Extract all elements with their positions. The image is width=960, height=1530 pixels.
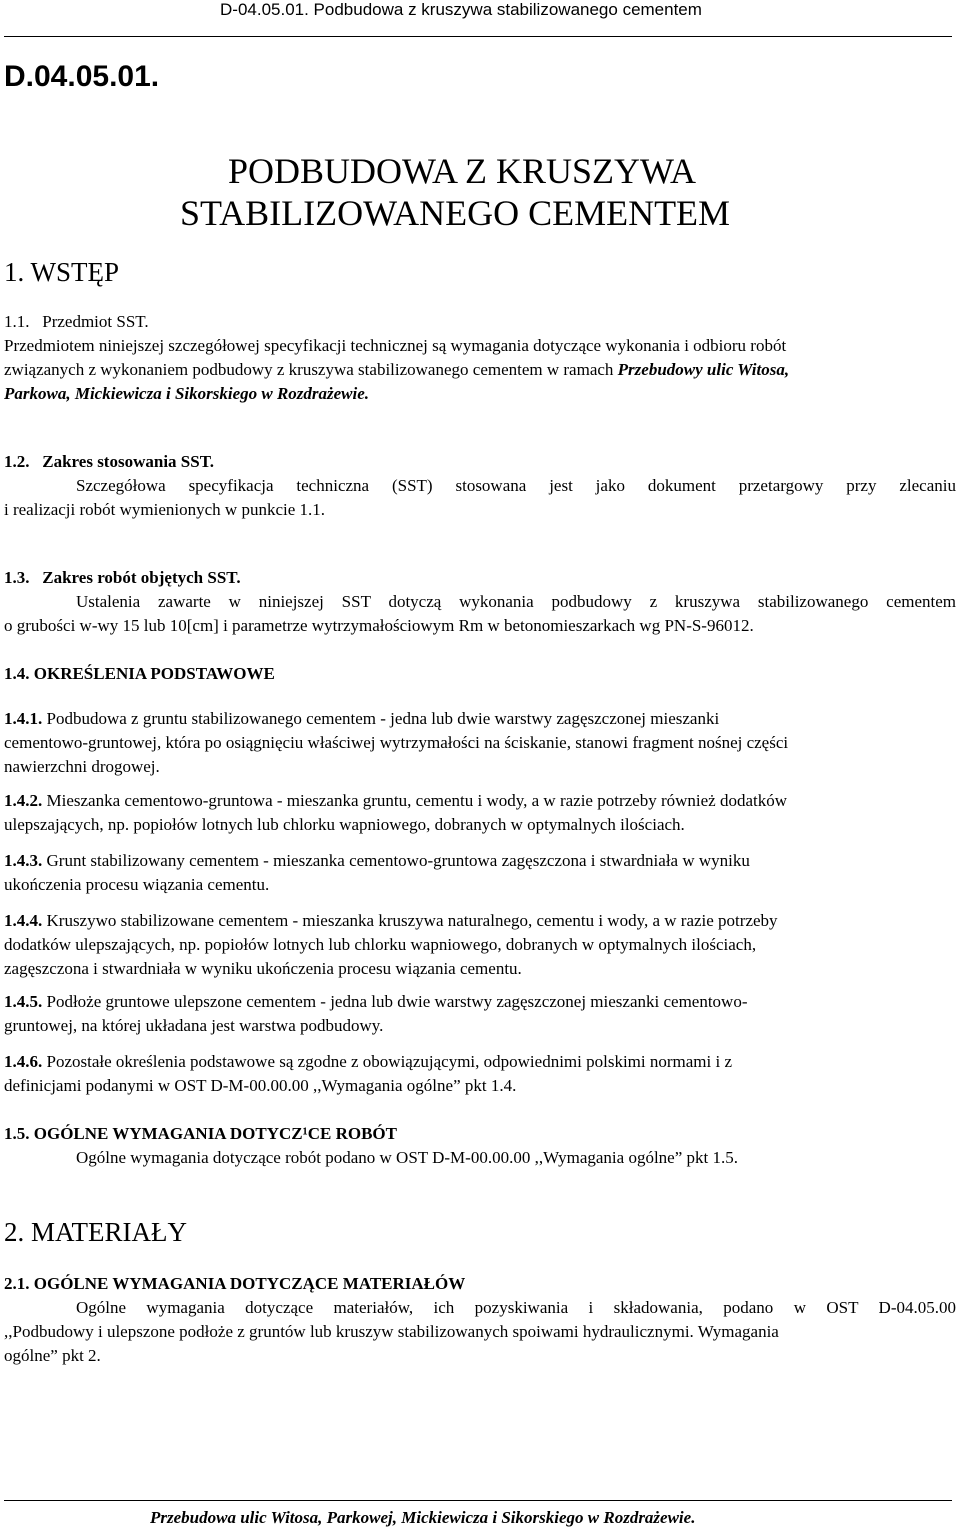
project-name-part-2: Parkowa, Mickiewicza i Sikorskiego w Rozdrażewie. xyxy=(4,384,370,403)
section-1-2-line-2: i realizacji robót wymienionych w punkcie 1.1. xyxy=(4,500,326,519)
section-2-1-line-1: Ogólne wymagania dotyczące materiałów, ich pozyskiwania i składowania, podano w OST D-04.05.00 xyxy=(76,1298,956,1317)
section-1-3 xyxy=(4,566,956,638)
section-1-1 xyxy=(4,310,956,406)
title-line-1: PODBUDOWA Z KRUSZYWA xyxy=(228,151,697,191)
definition-text: cementowo-gruntowej, która po osiągnięciu właściwej wytrzymałości na ściskanie, stanowi fragment nośnej części xyxy=(4,733,789,752)
section-1-heading: 1. WSTĘP xyxy=(4,257,120,287)
definition-number: 1.4.5. xyxy=(4,992,43,1011)
definition-text: Podbudowa z gruntu stabilizowanego cementem - jedna lub dwie warstwy zagęszczonej mieszanki xyxy=(42,709,720,728)
spec-code: D.04.05.01. xyxy=(4,60,160,93)
definition-text: Kruszywo stabilizowane cementem - mieszanka kruszywa naturalnego, cementu i wody, a w razie potrzeby xyxy=(42,911,778,930)
section-2-1-heading: 2.1. OGÓLNE WYMAGANIA DOTYCZĄCE MATERIAŁÓW xyxy=(4,1274,466,1293)
project-name-part-1: Przebudowy ulic Witosa, xyxy=(617,360,790,379)
section-2-heading: 2. MATERIAŁY xyxy=(4,1217,187,1247)
header-rule xyxy=(4,36,952,37)
section-1-2-heading: 1.2. Zakres stosowania SST. xyxy=(4,452,215,471)
section-1-1-line-2 xyxy=(4,358,956,382)
section-2-1 xyxy=(4,1272,956,1368)
definition-text: dodatków ulepszających, np. popiołów lotnych lub chlorku wapniowego, dobranych w optymalnych ilościach, xyxy=(4,935,757,954)
definition-1-4-3 xyxy=(4,849,956,897)
section-1-2-line-1: Szczegółowa specyfikacja techniczna (SST) stosowana jest jako dokument przetargowy przy zlecaniu xyxy=(76,476,956,495)
definition-number: 1.4.4. xyxy=(4,911,43,930)
running-footer: Przebudowa ulic Witosa, Parkowej, Mickiewicza i Sikorskiego w Rozdrażewie. xyxy=(150,1508,696,1527)
section-1-1-line-2-text: związanych z wykonaniem podbudowy z kruszywa stabilizowanego cementem w ramach xyxy=(4,360,618,379)
section-1-1-line-1: Przedmiotem niniejszej szczegółowej specyfikacji technicznej są wymagania dotyczące wykonania i odbioru robót xyxy=(4,336,787,355)
running-header: D-04.05.01. Podbudowa z kruszywa stabilizowanego cementem xyxy=(220,0,702,19)
definition-1-4-1 xyxy=(4,707,956,779)
section-1-5-heading: 1.5. OGÓLNE WYMAGANIA DOTYCZ¹CE ROBÓT xyxy=(4,1124,397,1143)
section-1-3-line-2: o grubości w-wy 15 lub 10[cm] i parametrze wytrzymałościowym Rm w betonomieszarkach wg PN-S-96012. xyxy=(4,616,754,635)
definition-number: 1.4.3. xyxy=(4,851,43,870)
section-1-4-heading: 1.4. OKREŚLENIA PODSTAWOWE xyxy=(4,664,275,683)
definition-text: ulepszających, np. popiołów lotnych lub chlorku wapniowego, dobranych w optymalnych ilościach. xyxy=(4,815,685,834)
title-line-2: STABILIZOWANEGO CEMENTEM xyxy=(180,193,731,233)
definition-number: 1.4.6. xyxy=(4,1052,43,1071)
section-1-4 xyxy=(4,662,956,686)
section-1-3-heading: 1.3. Zakres robót objętych SST. xyxy=(4,568,241,587)
document-title xyxy=(180,150,800,234)
definition-text: zagęszczona i stwardniała w wyniku ukończenia procesu wiązania cementu. xyxy=(4,959,522,978)
section-2-1-line-3: ogólne” pkt 2. xyxy=(4,1346,101,1365)
section-2-1-line-2: ,,Podbudowy i ulepszone podłoże z gruntów lub kruszyw stabilizowanych spoiwami hydraulicznymi. Wymagania xyxy=(4,1322,779,1341)
definition-number: 1.4.2. xyxy=(4,791,43,810)
definition-text: Pozostałe określenia podstawowe są zgodne z obowiązującymi, odpowiednimi polskimi normami i z xyxy=(42,1052,733,1071)
definition-text: definicjami podanymi w OST D-M-00.00.00 ,,Wymagania ogólne” pkt 1.4. xyxy=(4,1076,517,1095)
section-1-5 xyxy=(4,1122,956,1170)
section-1-3-line-1: Ustalenia zawarte w niniejszej SST dotyczą wykonania podbudowy z kruszywa stabilizowanego cementem xyxy=(76,592,956,611)
definition-1-4-4 xyxy=(4,909,956,981)
section-1-5-line-1: Ogólne wymagania dotyczące robót podano w OST D-M-00.00.00 ,,Wymagania ogólne” pkt 1.5. xyxy=(76,1148,738,1167)
definition-1-4-5 xyxy=(4,990,956,1038)
definition-number: 1.4.1. xyxy=(4,709,43,728)
definition-text: gruntowej, na której układana jest warstwa podbudowy. xyxy=(4,1016,384,1035)
footer-rule xyxy=(4,1500,952,1501)
section-1-2 xyxy=(4,450,956,522)
definition-text: nawierzchni drogowej. xyxy=(4,757,160,776)
definition-1-4-2 xyxy=(4,789,956,837)
definition-text: Mieszanka cementowo-gruntowa - mieszanka gruntu, cementu i wody, a w razie potrzeby również dodatków xyxy=(42,791,787,810)
definition-text: Podłoże gruntowe ulepszone cementem - jedna lub dwie warstwy zagęszczonej mieszanki cementowo- xyxy=(42,992,748,1011)
definition-text: Grunt stabilizowany cementem - mieszanka cementowo-gruntowa zagęszczona i stwardniała w wyniku xyxy=(42,851,750,870)
section-1-1-heading: 1.1. Przedmiot SST. xyxy=(4,312,149,331)
definition-1-4-6 xyxy=(4,1050,956,1098)
definition-text: ukończenia procesu wiązania cementu. xyxy=(4,875,270,894)
